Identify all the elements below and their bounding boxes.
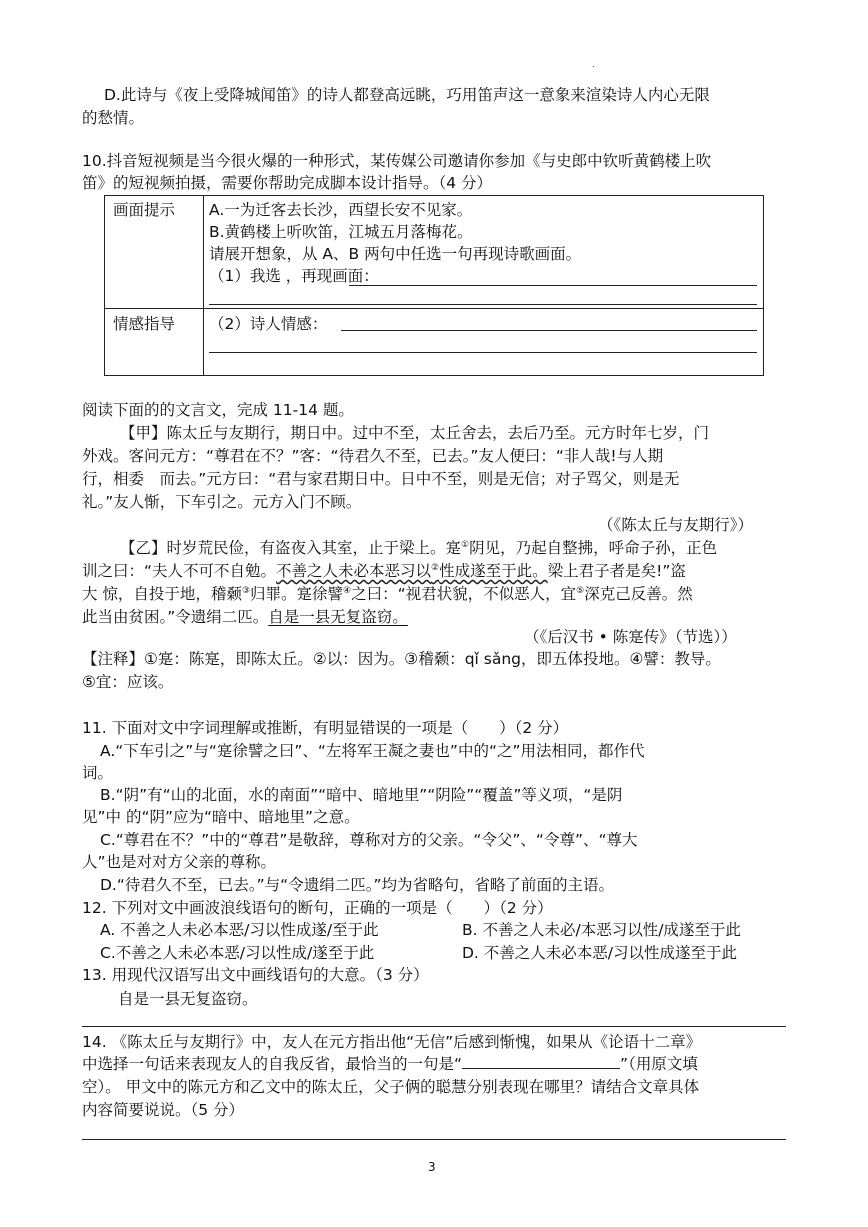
emotion-answer-line-1[interactable]: [341, 330, 757, 331]
q11-option-b-line2: 见”中 的“阴”应为“暗中、暗地里”之意。: [82, 808, 360, 826]
q14-line1: 14. 《陈太丘与友期行》中，友人在元方指出他“无信”后感到惭愧，如果从《论语十二章》: [82, 1033, 702, 1051]
text-jia-line2: 外戏。客问元方：“尊君在不？”客：“待君久不至，已去。”友人便曰：“非人哉!与人期: [82, 447, 664, 465]
scene-option-a: A.一为迁客去长沙，西望长安不见家。: [209, 201, 473, 219]
scene-answer-line-1[interactable]: [349, 285, 757, 286]
q11-option-d: D.“待君久不至，已去。”与“令遗绢二匹。”均为省略句，省略了前面的主语。: [100, 876, 614, 894]
footnote-5-mark: ⑤: [576, 585, 585, 596]
script-design-table: [104, 195, 764, 376]
q12-stem: 12. 下列对文中画波浪线语句的断句，正确的一项是（ ）（2 分）: [82, 899, 553, 917]
footnote-2-mark: ②: [431, 562, 440, 573]
q13-stem: 13. 用现代汉语写出文中画线语句的大意。（3 分）: [82, 966, 429, 984]
text-yi-line2: 训之曰：“夫人不可不自勉。不善之人未必本恶习以②性成遂至于此。梁上君子者是矣!”盗: [82, 562, 686, 580]
scene-choice-prompt: （1）我选 ，再现画面：: [209, 267, 379, 285]
footnote-3-mark: ③: [241, 585, 251, 596]
scene-option-b: B.黄鹤楼上听吹笛，江城五月落梅花。: [209, 223, 473, 241]
q11-option-a-line1: A.“下车引之”与“寔徐譬之曰”、“左将军王凝之妻也”中的“之”用法相同，都作代: [100, 742, 645, 760]
q13-sentence: 自是一县无复盗窃。: [118, 990, 258, 1008]
q9-option-d-line1: D.此诗与《夜上受降城闻笛》的诗人都登高远眺，巧用笛声这一意象来渲染诗人内心无限: [104, 86, 710, 104]
q11-option-b-line1: B.“阴”有“山的北面，水的南面”“暗中、暗地里”“阴险”“覆盖”等义项，“是阴: [100, 786, 623, 804]
q12-option-b: B. 不善之人未必/本恶习以性/成遂至于此: [462, 921, 741, 939]
text-jia-line3: 行，相委 而去。”元方曰：“君与家君期日中。日中不至，则是无信；对子骂父，则是无: [82, 470, 680, 488]
q11-option-c-line2: 人”也是对对方父亲的尊称。: [82, 853, 277, 871]
text-jia-line1: 【甲】陈太丘与友期行，期日中。过中不至，太丘舍去，去后乃至。元方时年七岁，门: [120, 424, 710, 442]
scene-instruction: 请展开想象，从 A、B 两句中任选一句再现诗歌画面。: [209, 245, 582, 263]
reading-intro: 阅读下面的的文言文，完成 11-14 题。: [82, 401, 354, 419]
scene-answer-line-2[interactable]: [209, 304, 757, 305]
emotion-prompt: （2）诗人情感：: [209, 315, 328, 333]
q10-stem-line1: 10.抖音短视频是当今很火爆的一种形式，某传媒公司邀请你参加《与史郎中钦听黄鹤楼上吹: [82, 152, 712, 170]
q12-option-a: A. 不善之人未必本恶/习以性成遂/至于此: [100, 921, 379, 939]
text-jia-source: （《陈太丘与友期行》）: [598, 516, 754, 534]
q12-option-d: D. 不善之人未必本恶/习以性成遂至于此: [462, 944, 738, 962]
table-vertical-divider: [203, 196, 204, 375]
q10-stem-line2: 笛》的短视频拍摄，需要你帮助完成脚本设计指导。（4 分）: [82, 174, 493, 192]
wavy-underlined-sentence: 不善之人未必本恶习以②性成遂至于此。: [276, 562, 548, 580]
text-jia-line4: 礼。”友人惭，下车引之。元方入门不顾。: [82, 493, 362, 511]
underlined-sentence: 自是一县无复盗窃。: [268, 608, 408, 626]
q13-answer-line[interactable]: [82, 1026, 786, 1027]
q14-line4: 内容简要说说。（5 分）: [82, 1101, 245, 1119]
row-label-scene-hint: 画面提示: [113, 201, 176, 219]
q14-fill-blank[interactable]: [462, 1054, 620, 1069]
q14-line2: 中选择一句话来表现友人的自我反省，最恰当的一句是“ ”（用原文填: [82, 1055, 698, 1073]
scan-mark: .: [592, 60, 595, 69]
annotation-line1: 【注释】①寔：陈寔，即陈太丘。②以：因为。③稽颡：qǐ sǎng，即五体投地。④譬：教导。: [82, 650, 721, 668]
footnote-1-mark: ①: [461, 539, 470, 550]
q9-option-d-line2: 的愁情。: [82, 109, 145, 127]
page-number: 3: [428, 1160, 436, 1174]
q12-option-c: C.不善之人未必本恶/习以性成/遂至于此: [100, 944, 375, 962]
table-horizontal-divider: [105, 308, 763, 309]
text-yi-line1: 【乙】时岁荒民俭，有盗夜入其室，止于梁上。寔①阴见，乃起自整拂，呼命子孙，正色: [120, 539, 718, 557]
q14-line3: 空）。 甲文中的陈元方和乙文中的陈太丘，父子俩的聪慧分别表现在哪里？请结合文章具体: [82, 1078, 700, 1096]
q11-stem: 11. 下面对文中字词理解或推断，有明显错误的一项是（ ）（2 分）: [82, 719, 569, 737]
q11-option-c-line1: C.“尊君在不？”中的“尊君”是敬辞，尊称对方的父亲。“令父”、“令尊”、“尊大: [100, 831, 638, 849]
row-label-emotion-guide: 情感指导: [113, 315, 176, 333]
text-yi-line4: 此当由贫困。”令遗绢二匹。自是一县无复盗窃。: [82, 608, 408, 626]
q14-answer-line[interactable]: [82, 1139, 786, 1140]
footnote-4-mark: ④: [343, 585, 352, 596]
q11-option-a-line2: 词。: [82, 764, 114, 782]
text-yi-source: （《后汉书 • 陈寔传》（节选））: [524, 628, 737, 646]
annotation-line2: ⑤宜：应该。: [82, 673, 174, 691]
emotion-answer-line-2[interactable]: [209, 352, 757, 353]
text-yi-line3: 大 惊，自投于地，稽颡③归罪。寔徐譬④之曰：“视君状貌，不似恶人，宜⑤深克己反善。然: [82, 585, 693, 603]
